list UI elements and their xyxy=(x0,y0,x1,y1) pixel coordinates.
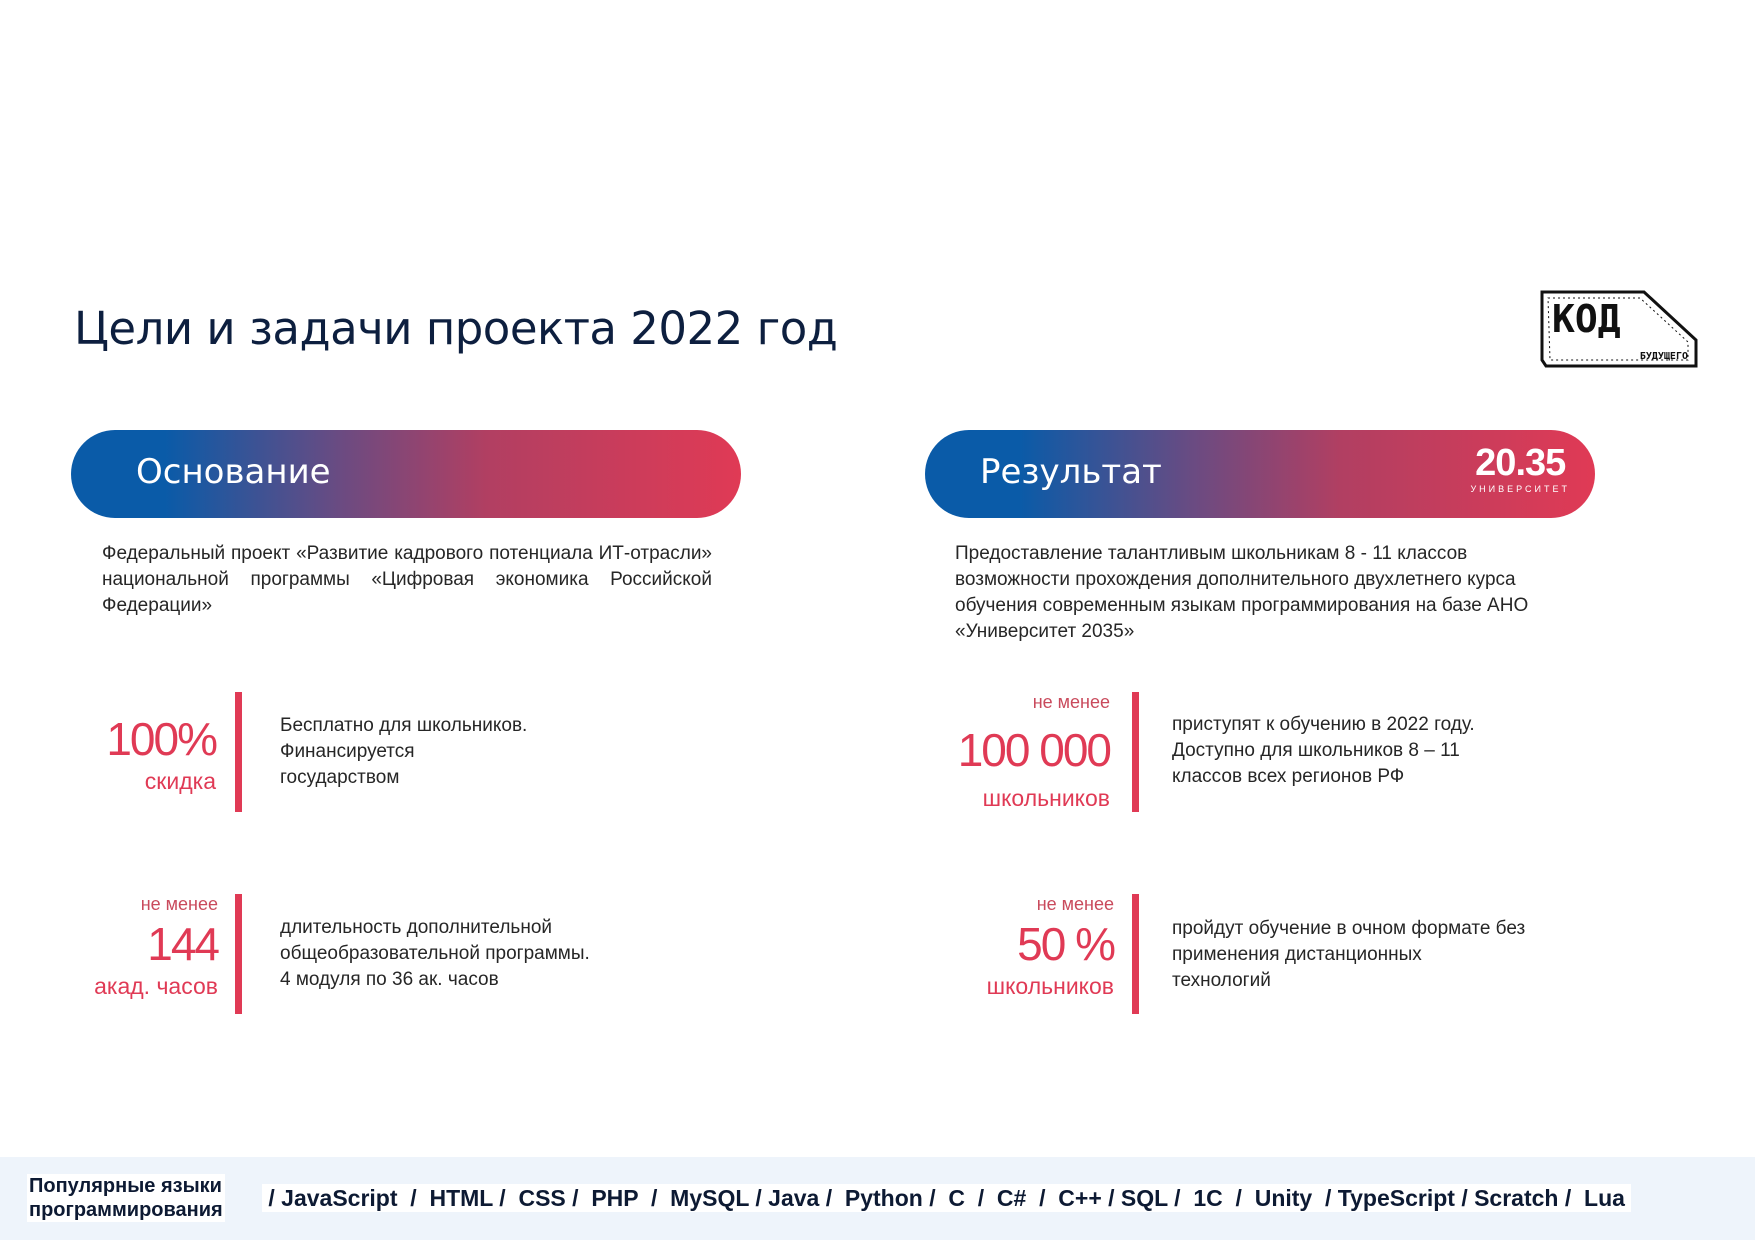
stat-divider xyxy=(1132,894,1139,1014)
desc-line: приступят к обучению в 2022 году. xyxy=(1172,714,1475,735)
footer-label-line: программирования xyxy=(29,1199,223,1221)
osnovanie-label: Основание xyxy=(136,452,331,492)
stat-discount-value: 100% xyxy=(106,713,216,765)
stat-hours-prefix: не менее xyxy=(140,894,218,914)
stat-students xyxy=(880,691,1110,813)
footer-label xyxy=(27,1174,225,1222)
stat-offline-desc xyxy=(1172,916,1622,994)
desc-line: классов всех регионов РФ xyxy=(1172,766,1405,787)
university-2035-text: УНИВЕРСИТЕТ xyxy=(1470,484,1570,494)
osnovanie-banner xyxy=(71,430,741,518)
logo-text-budushchego: БУДУЩЕГО xyxy=(1639,351,1688,362)
page-title: Цели и задачи проекта 2022 год xyxy=(74,302,838,355)
university-2035-logo xyxy=(1470,443,1570,495)
stat-students-prefix: не менее xyxy=(1032,692,1110,712)
stat-students-unit: школьников xyxy=(982,785,1110,811)
kod-budushchego-logo xyxy=(1540,290,1698,368)
desc-line: длительность дополнительной xyxy=(280,917,553,938)
desc-line: Бесплатно для школьников. xyxy=(280,715,528,736)
desc-line: применения дистанционных xyxy=(1172,944,1422,965)
desc-line: 4 модуля по 36 ак. часов xyxy=(280,969,499,990)
footer-languages-bar xyxy=(0,1157,1755,1240)
desc-line: Доступно для школьников 8 – 11 xyxy=(1172,740,1460,761)
stat-hours-desc xyxy=(280,915,680,993)
rezultat-banner xyxy=(925,430,1595,518)
footer-label-line: Популярные языки xyxy=(29,1175,222,1197)
stat-offline xyxy=(900,893,1114,1001)
stat-hours xyxy=(40,893,218,1001)
stat-hours-value: 144 xyxy=(147,918,218,970)
rezultat-label: Результат xyxy=(980,452,1162,492)
footer-languages-list: / JavaScript / HTML / CSS / PHP / MySQL / Java / Python / C / C# / C++ / SQL / 1C / Unity / TypeScript / Scratch / Lua xyxy=(262,1185,1632,1211)
stat-divider xyxy=(235,894,242,1014)
stat-hours-unit: акад. часов xyxy=(94,973,218,999)
desc-line: государством xyxy=(280,767,400,788)
stat-discount-desc xyxy=(280,713,680,791)
desc-line: Финансируется xyxy=(280,741,415,762)
logo-text-kod: КОД xyxy=(1552,297,1621,341)
stat-discount-unit: скидка xyxy=(144,768,216,794)
stat-divider xyxy=(1132,692,1139,812)
desc-line: технологий xyxy=(1172,970,1271,991)
university-2035-number: 20.35 xyxy=(1475,442,1566,484)
stat-offline-value: 50 % xyxy=(1017,918,1114,970)
desc-line: пройдут обучение в очном формате без xyxy=(1172,918,1526,939)
osnovanie-text: Федеральный проект «Развитие кадрового потенциала ИТ-отрасли» национальной программы «Цифровая экономика Российской Федерации» xyxy=(102,543,712,616)
stat-discount xyxy=(70,712,216,796)
stat-students-desc xyxy=(1172,712,1622,790)
desc-line: общеобразовательной программы. xyxy=(280,943,590,964)
stat-students-value: 100 000 xyxy=(957,724,1110,776)
stat-divider xyxy=(235,692,242,812)
stat-offline-unit: школьников xyxy=(986,973,1114,999)
rezultat-text: Предоставление талантливым школьникам 8 - 11 классов возможности прохождения дополнительного двухлетнего курса обучения современным языкам программирования на базе АНО «Университет 2035» xyxy=(955,543,1529,642)
stat-offline-prefix: не менее xyxy=(1036,894,1114,914)
